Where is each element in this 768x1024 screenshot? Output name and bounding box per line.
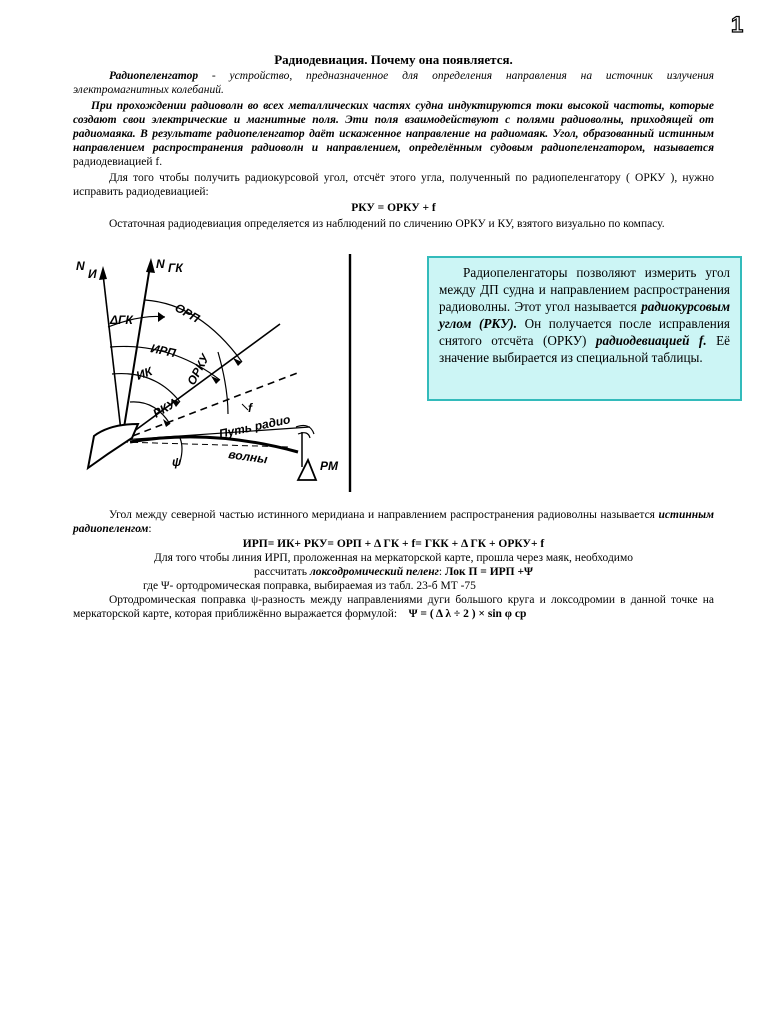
formula-irp: ИРП= ИК+ РКУ= ОРП + Δ ГК + f= ГКК + Δ ГК + ОРКУ+ f — [242, 538, 545, 550]
term-radiopelengator: Радиопеленгатор — [109, 70, 199, 82]
orthodromic-paragraph: Ортодромическая поправка ψ-разность между направлениями дуги большого круга и локсодромии в данной точке на меркаторской карте, которая приближённо выражается формулой: — [73, 594, 714, 620]
info-box — [427, 256, 742, 401]
radio-deviation-diagram — [70, 252, 360, 494]
beacon-icon — [298, 460, 316, 480]
gyro-meridian-line — [122, 266, 150, 440]
svg-text:ГК: ГК — [168, 261, 183, 275]
deviation-term: радиодевиацией f. — [73, 156, 163, 168]
ship-icon — [88, 424, 138, 468]
definition-text: - устройство, предназначенное для определения направления на источник излучения электромагнитных колебаний. — [73, 70, 714, 96]
info-text-2: Он получается после исправления снятого отсчёта (ОРКУ) — [439, 316, 730, 348]
true-meridian-line — [103, 274, 122, 440]
label-delta-gk: ΔГК — [110, 313, 133, 327]
info-term-rku: радиокурсовым углом (РКУ). — [439, 299, 730, 331]
deviation-explanation: При прохождении радиоволн во всех металлических частях судна индуктируются токи высокой частоты, которые создают свои электрические и магнитные поля. Эти поля взаимодействуют с полями радиоволны, приходящей от радиомаяка. В результате радиопеленгатор даёт искаженное направление на радиомаяк. Угол, образованный истинным направлением распространения радиоволн и направлением, определённым судовым радиопеленгатором, называется — [73, 100, 714, 154]
label-irp: ИРП — [149, 341, 178, 361]
label-path: Путь радио — [217, 412, 292, 441]
formula-rku: РКУ = ОРКУ + f — [351, 202, 436, 214]
svg-text:И: И — [88, 267, 97, 281]
term-true-bearing: истинным радиопеленгом — [73, 509, 714, 535]
info-term-deviation: радиодевиацией f. — [595, 333, 707, 348]
label-orku: ОРКУ — [184, 351, 213, 388]
loxodrome-paragraph: Для того чтобы линия ИРП, проложенная на меркаторской карте, прошла через маяк, необходимо — [154, 552, 633, 564]
label-f: f — [248, 401, 252, 415]
info-text-3: Её значение выбирается из специальной таблицы. — [439, 333, 730, 365]
intro-section — [73, 69, 714, 231]
label-rm: РМ — [320, 459, 338, 473]
formula-psi: Ψ = ( Δ λ ÷ 2 ) × sin φ ср — [408, 608, 527, 620]
info-text-1: Радиопеленгаторы позволяют измерить угол между ДП судна и направлением распространения радиоволны. Этот угол называется — [439, 265, 730, 314]
residual-deviation-paragraph: Остаточная радиодевиация определяется из наблюдений по сличению ОРКУ и КУ, взятого визуально по компасу. — [109, 218, 665, 230]
page-number: 1 — [731, 12, 744, 37]
label-orp: ОРП — [172, 300, 202, 326]
label-waves: волны — [227, 447, 269, 467]
label-psi: ψ — [172, 455, 182, 469]
label-n-true: N — [76, 259, 85, 273]
label-n-gk: N — [156, 257, 165, 271]
term-loxodromic-bearing: локсодромический пеленг — [309, 566, 439, 578]
label-ik: ИК — [134, 364, 155, 383]
bearing-section: Угол между северной частью истинного меридиана и направлением распространения радиоволны называется истинным радиопеленгом: ИРП= ИК+ РКУ= ОРП + Δ ГК + f= ГКК + Δ ГК + ОРКУ+ f Для того чтобы линия ИРП, проложенная на меркаторской карте, прошла через маяк, необходимо рассчитать локсодромический пеленг: Лок П = ИРП +Ψ где Ψ- ортодромическая поправка, выбираемая из табл. 23-б МТ -75 Ортодромическая поправка ψ-разность между направлениями дуги большого круга и локсодромии в данной точке на меркаторской карте, которая приближённо выражается формулой: Ψ = ( Δ λ ÷ 2 ) × sin φ ср — [73, 509, 714, 620]
psi-explanation: где Ψ- ортодромическая поправка, выбираемая из табл. 23-б МТ -75 — [143, 580, 476, 592]
rku-paragraph: Для того чтобы получить радиокурсовой угол, отсчёт этого угла, полученный по радиопеленгатору ( ОРКУ ), нужно исправить радиодевиацией: — [73, 172, 714, 198]
irp-definition: Угол между северной частью истинного меридиана и направлением распространения радиоволны называется — [109, 509, 659, 521]
formula-lok: Лок П = ИРП +Ψ — [444, 566, 533, 578]
label-rku: РКУ — [150, 396, 178, 421]
page-title: Радиодевиация. Почему она появляется. — [274, 52, 513, 67]
loxodrome-calc-text: рассчитать — [254, 566, 310, 578]
